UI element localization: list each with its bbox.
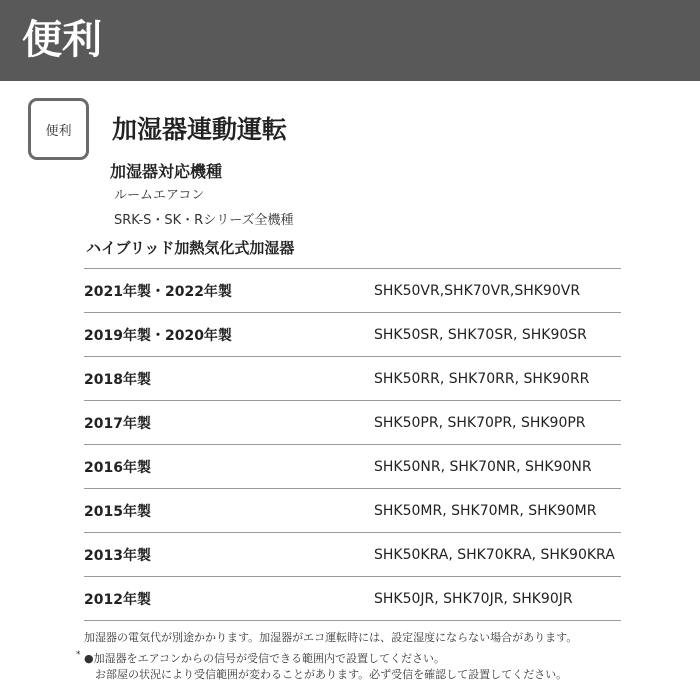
compat-line-room-aircon: ルームエアコン	[114, 188, 205, 203]
compat-line-series: SRK-S・SK・Rシリーズ全機種	[114, 213, 294, 228]
header-bar	[0, 0, 700, 81]
table-row	[84, 313, 621, 357]
row-year: 2021年製・2022年製	[84, 269, 374, 313]
row-models: SHK50PR, SHK70PR, SHK90PR	[374, 401, 621, 445]
note-reception: お部屋の状況により受信範囲が変わることがあります。必ず受信を確認して設置してください。	[95, 668, 568, 681]
row-year: 2012年製	[84, 577, 374, 621]
feature-title: 加湿器連動運転	[112, 115, 288, 144]
compat-heading: 加湿器対応機種	[110, 162, 223, 181]
row-models: SHK50NR, SHK70NR, SHK90NR	[374, 445, 621, 489]
asterisk-mark: *	[76, 650, 81, 660]
row-models: SHK50KRA, SHK70KRA, SHK90KRA	[374, 533, 621, 577]
table-row	[84, 401, 621, 445]
table-row	[84, 269, 621, 313]
table-row	[84, 357, 621, 401]
row-year: 2016年製	[84, 445, 374, 489]
note-install-range: ●加湿器をエアコンからの信号が受信できる範囲内で設置してください。	[84, 652, 446, 665]
model-table	[84, 268, 621, 621]
row-year: 2018年製	[84, 357, 374, 401]
row-models: SHK50VR,SHK70VR,SHK90VR	[374, 269, 621, 313]
row-year: 2017年製	[84, 401, 374, 445]
table-row	[84, 577, 621, 621]
row-models: SHK50JR, SHK70JR, SHK90JR	[374, 577, 621, 621]
row-models: SHK50SR, SHK70SR, SHK90SR	[374, 313, 621, 357]
category-badge: 便利	[28, 98, 89, 160]
table-row	[84, 533, 621, 577]
row-year: 2015年製	[84, 489, 374, 533]
table-row	[84, 489, 621, 533]
row-year: 2019年製・2020年製	[84, 313, 374, 357]
humidifier-heading: ハイブリッド加熱気化式加湿器	[86, 239, 295, 257]
row-models: SHK50MR, SHK70MR, SHK90MR	[374, 489, 621, 533]
note-electricity: 加湿器の電気代が別途かかります。加湿器がエコ運転時には、設定湿度にならない場合があります。	[84, 631, 578, 644]
row-models: SHK50RR, SHK70RR, SHK90RR	[374, 357, 621, 401]
row-year: 2013年製	[84, 533, 374, 577]
header-title: 便利	[22, 17, 102, 63]
table-row	[84, 445, 621, 489]
